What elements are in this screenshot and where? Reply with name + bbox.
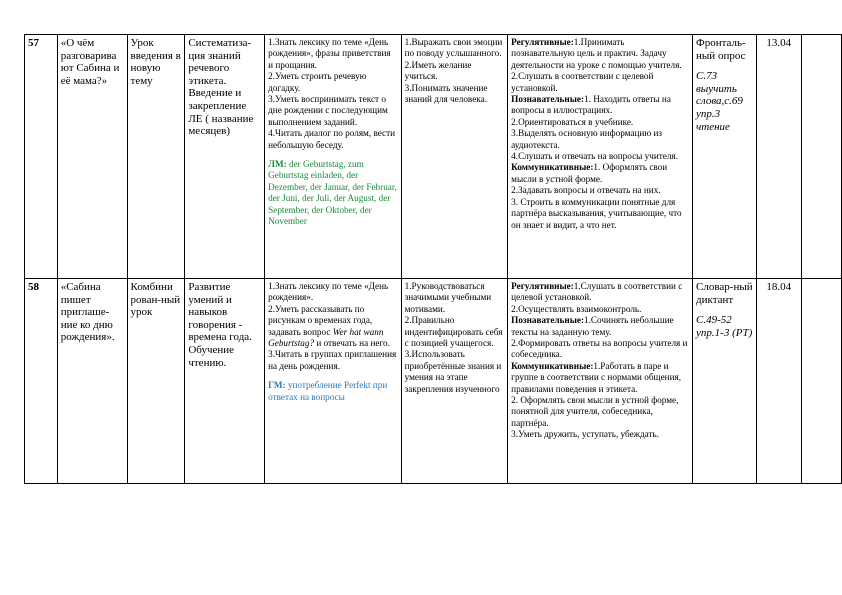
content-elements: Развитие умений и навыков говорения - времена года. Обучение чтению.	[188, 281, 252, 369]
uud-text: 1.Слушать в соответствии с целевой установкой.	[511, 281, 683, 303]
uud-item	[511, 338, 689, 361]
personal-result-item	[405, 83, 505, 106]
language-material-note	[268, 159, 397, 227]
uud-item	[511, 162, 689, 185]
table-row	[25, 279, 842, 484]
lesson-topic: «Сабина пишет приглаше-ние ко дню рождения».	[60, 281, 115, 344]
uud-text: 4.Слушать и отвечать на вопросы учителя.	[511, 151, 678, 162]
homework: С.73 выучить слова,с.69 упр.3 чтение	[696, 70, 743, 133]
note-label: ГМ:	[268, 380, 286, 391]
uud-label: Познавательные:	[511, 315, 585, 326]
homework: С.49-52 упр.1-3 (РТ)	[696, 314, 753, 339]
uud-item	[511, 37, 689, 71]
date-cell	[756, 279, 801, 484]
uud-item	[511, 281, 689, 304]
control-homework-cell	[693, 279, 757, 484]
uud-text: 1.Принимать познавательную цель и практич. Задачу деятельности на уроке с помощью учителя.	[511, 37, 682, 70]
uud-item	[511, 151, 689, 162]
uud-cell	[508, 35, 693, 279]
subject-result-item	[268, 349, 397, 372]
uud-text: 3.Выделять основную информацию из аудиотекста.	[511, 128, 663, 150]
lesson-number-cell	[25, 35, 58, 279]
subject-result-text: 2.Уметь рассказывать по рисункам о временах года, задавать вопрос	[268, 303, 373, 337]
personal-result-item	[405, 37, 505, 60]
uud-text: 1. Находить ответы на вопросы в иллюстрациях.	[511, 94, 671, 116]
personal-result-item	[405, 315, 505, 349]
note-text: употребление Perfekt при ответах на вопросы	[268, 380, 388, 402]
personal-result-text: 1.Выражать свои эмоции по поводу услышанного.	[404, 37, 503, 59]
uud-cell	[508, 279, 693, 484]
uud-label: Регулятивные:	[511, 37, 574, 47]
uud-text: 2.Осуществлять взаимоконтроль.	[511, 303, 642, 314]
subject-result-text: 3.Уметь воспринимать текст о дне рождении с последующим выполнением заданий.	[268, 94, 388, 127]
subject-results-cell	[265, 35, 401, 279]
content-elements-cell	[185, 35, 265, 279]
uud-label: Коммуникативные:	[511, 360, 594, 371]
subject-result-item	[268, 281, 397, 304]
note-label: ЛМ:	[268, 159, 287, 170]
subject-result-text: 4.Читать диалог по ролям, вести небольшую беседу.	[268, 128, 396, 150]
uud-item	[511, 71, 689, 94]
uud-item	[511, 315, 689, 338]
topic-cell	[57, 279, 127, 484]
topic-cell	[57, 35, 127, 279]
table-row	[25, 35, 842, 279]
personal-result-item	[405, 60, 505, 83]
question-phrase: Wer hat wann Geburtstag?	[268, 326, 384, 349]
uud-item	[511, 361, 689, 395]
lesson-number-cell	[25, 279, 58, 484]
control-form: Фронталь-ный опрос	[696, 37, 746, 62]
uud-text: 1.Сочинять небольшие тексты на заданную тему.	[511, 315, 674, 337]
personal-result-text: 3.Использовать приобретённые знания и умения на этапе закрепления изученного	[404, 349, 502, 394]
uud-text: 2.Формировать ответы на вопросы учителя и собеседника.	[511, 338, 688, 360]
uud-item	[511, 185, 689, 196]
uud-text: 2.Задавать вопросы и отвечать на них.	[511, 185, 661, 196]
uud-item	[511, 395, 689, 429]
personal-result-text: 1.Руководствоваться значимыми учебными мотивами.	[404, 281, 492, 314]
subject-result-text: 3.Читать в группах приглашения на день рождения.	[268, 349, 397, 371]
date-cell	[756, 35, 801, 279]
language-material-note	[268, 380, 397, 403]
personal-result-item	[405, 349, 505, 395]
uud-item	[511, 197, 689, 231]
lesson-type: Урок введения в новую тему	[130, 37, 181, 87]
subject-result-text: 1.Знать лексику по теме «День рождения», фразы приветствия и прощания.	[268, 37, 391, 70]
lesson-plan-table	[24, 34, 842, 484]
subject-result-item	[268, 37, 397, 71]
uud-text: 2. Оформлять свои мысли в устной форме, понятной для учителя, собеседника, партнёра.	[511, 395, 679, 428]
personal-results-cell	[401, 35, 508, 279]
lesson-type-cell	[127, 279, 185, 484]
lesson-number: 57	[28, 37, 39, 49]
control-form: Словар-ный диктант	[696, 281, 753, 306]
subject-result-text: 1.Знать лексику по теме «День рождения».	[268, 281, 389, 303]
content-elements: Систематиза-ция знаний речевого этикета. Введение и закрепление ЛЕ ( название месяцев)	[188, 37, 254, 138]
subject-results-cell	[265, 279, 401, 484]
personal-result-text: 2.Правильно индентифицировать себя с позицией учащегося.	[404, 315, 503, 349]
uud-item	[511, 117, 689, 128]
uud-text: 3.Уметь дружить, уступать, убеждать.	[511, 429, 660, 440]
uud-label: Познавательные:	[511, 94, 585, 105]
uud-item	[511, 94, 689, 117]
spacer	[696, 306, 753, 314]
spacer	[696, 62, 753, 70]
lesson-topic: «О чём разговарива ют Сабина и её мама?»	[60, 37, 120, 87]
lesson-type: Комбини рован-ный урок	[130, 281, 181, 319]
spacer	[268, 372, 397, 380]
lesson-date: 13.04	[766, 37, 792, 49]
subject-result-item	[268, 94, 397, 128]
lesson-date: 18.04	[766, 281, 792, 293]
uud-text: 3. Строить в коммуникации понятные для партнёра высказывания, учитывающие, что он знает и видит, а что нет.	[511, 196, 682, 230]
lesson-type-cell	[127, 35, 185, 279]
uud-item	[511, 128, 689, 151]
spacer	[268, 151, 397, 159]
personal-result-text: 2.Иметь желание учиться.	[404, 59, 472, 82]
personal-result-item	[405, 281, 505, 315]
empty-cell	[801, 35, 841, 279]
subject-result-item	[268, 71, 397, 94]
uud-label: Регулятивные:	[511, 281, 574, 291]
lesson-number: 58	[28, 281, 39, 293]
subject-result-text: 2.Уметь строить речевую догадку.	[268, 71, 367, 93]
uud-text: 2.Ориентироваться в учебнике.	[511, 116, 634, 127]
content-elements-cell	[185, 279, 265, 484]
question-tail: и отвечать на него.	[314, 338, 390, 349]
subject-result-item	[268, 128, 397, 151]
uud-text: 1. Оформлять свои мысли в устной форме.	[511, 162, 668, 184]
empty-cell	[801, 279, 841, 484]
personal-results-cell	[401, 279, 508, 484]
subject-result-item	[268, 304, 397, 350]
uud-item	[511, 429, 689, 440]
uud-text: 1.Работать в паре и группе в соответствии с нормами общения, правилами поведения и этикета.	[511, 360, 682, 394]
personal-result-text: 3.Понимать значение знаний для человека.	[404, 82, 488, 105]
uud-item	[511, 304, 689, 315]
uud-label: Коммуникативные:	[511, 162, 594, 173]
uud-text: 2.Слушать в соответствии с целевой установкой.	[511, 71, 654, 93]
control-homework-cell	[693, 35, 757, 279]
note-text: der Geburtstag, zum Geburtstag einladen, der Dezember, der Januar, der Februar, der Juni, der Juli, der August, der September, der Oktober, der November	[268, 159, 397, 227]
